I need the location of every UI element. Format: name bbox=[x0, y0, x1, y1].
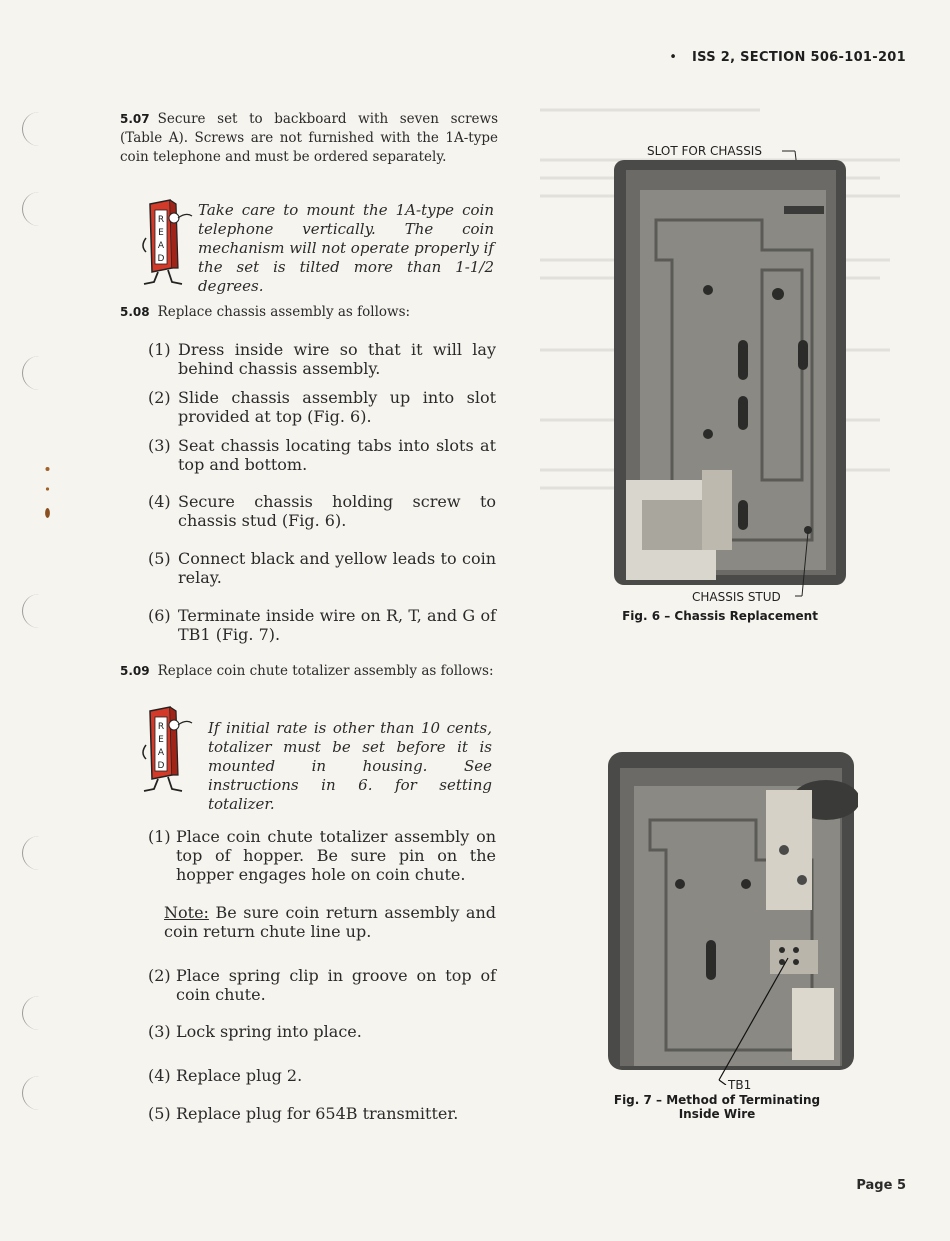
step-text: Dress inside wire so that it will lay behind chassis assembly. bbox=[178, 340, 496, 378]
section-number: ISS 2, SECTION 506-101-201 bbox=[692, 50, 906, 65]
step-number: (4) bbox=[148, 492, 171, 511]
read-letter: R bbox=[157, 722, 165, 732]
step-number: (4) bbox=[148, 1066, 171, 1085]
read-letter: D bbox=[157, 254, 165, 264]
step-number: (1) bbox=[148, 827, 171, 846]
read-letter: E bbox=[158, 228, 164, 238]
step-number: (2) bbox=[148, 966, 171, 985]
step-number: (3) bbox=[148, 436, 171, 455]
read-note-text: Take care to mount the 1A-type coin telephone vertically. The coin mechanism will not operate properly if the set is tilted more than 1-1/2 degrees. bbox=[198, 201, 494, 295]
page-header bbox=[669, 50, 906, 65]
read-book-icon bbox=[136, 705, 196, 795]
fig6-chassis-photo bbox=[612, 150, 852, 600]
step-text: Place spring clip in groove on top of coin chute. bbox=[176, 966, 496, 1004]
punch-hole bbox=[22, 356, 45, 390]
read-letter: A bbox=[157, 748, 165, 758]
punch-hole bbox=[22, 836, 45, 870]
read-letter: E bbox=[158, 735, 164, 745]
punch-hole bbox=[22, 996, 45, 1030]
fig6-label-stud: CHASSIS STUD bbox=[692, 590, 781, 604]
read-letter: R bbox=[157, 215, 165, 225]
read-letter: A bbox=[157, 241, 165, 251]
step-text: Connect black and yellow leads to coin relay. bbox=[178, 549, 496, 587]
step-text: Terminate inside wire on R, T, and G of TB1 (Fig. 7). bbox=[178, 606, 496, 644]
read-letter: D bbox=[157, 761, 165, 771]
step-text: Seat chassis locating tabs into slots at top and bottom. bbox=[178, 436, 496, 474]
paragraph-number: 5.09 bbox=[120, 664, 150, 678]
fig7-caption-line1: Fig. 7 – Method of Terminating bbox=[613, 1093, 821, 1107]
paragraph-text: Replace coin chute totalizer assembly as follows: bbox=[157, 663, 494, 679]
page-number: Page 5 bbox=[856, 1178, 906, 1193]
paragraph-text: Secure set to backboard with seven screws (Table A). Screws are not furnished with the 1A-type coin telephone and must be ordered separately. bbox=[120, 111, 498, 165]
note-text: Be sure coin return assembly and coin return chute line up. bbox=[164, 903, 496, 941]
fig6-caption: Fig. 6 – Chassis Replacement bbox=[622, 609, 818, 623]
punch-hole bbox=[22, 594, 45, 628]
fig7-caption-line2: Inside Wire bbox=[678, 1107, 756, 1121]
step-number: (5) bbox=[148, 549, 171, 568]
fig6-label-slot: SLOT FOR CHASSIS bbox=[647, 144, 762, 158]
note-label: Note: bbox=[164, 903, 209, 922]
punch-hole bbox=[22, 1076, 45, 1110]
read-note-text: If initial rate is other than 10 cents, totalizer must be set before it is mounted in housing. See instructions in 6. for setting totalizer. bbox=[208, 719, 492, 813]
rust-stain bbox=[45, 465, 50, 527]
step-text: Lock spring into place. bbox=[176, 1022, 362, 1041]
step-text: Slide chassis assembly up into slot provided at top (Fig. 6). bbox=[178, 388, 496, 426]
punch-hole bbox=[22, 192, 45, 226]
note bbox=[164, 903, 496, 941]
header-mark: • bbox=[669, 50, 678, 65]
step-number: (1) bbox=[148, 340, 171, 359]
step-text: Replace plug for 654B transmitter. bbox=[176, 1104, 459, 1123]
step-number: (6) bbox=[148, 606, 171, 625]
step-text: Replace plug 2. bbox=[176, 1066, 303, 1085]
punch-hole bbox=[22, 112, 45, 146]
paragraph-number: 5.07 bbox=[120, 112, 150, 126]
paragraph-number: 5.08 bbox=[120, 305, 150, 319]
paragraph-text: Replace chassis assembly as follows: bbox=[157, 304, 411, 320]
step-number: (2) bbox=[148, 388, 171, 407]
step-text: Secure chassis holding screw to chassis stud (Fig. 6). bbox=[178, 492, 496, 530]
step-number: (3) bbox=[148, 1022, 171, 1041]
read-book-icon bbox=[136, 198, 196, 288]
fig7-label-tb1: TB1 bbox=[728, 1078, 752, 1092]
fig7-caption bbox=[596, 1093, 838, 1121]
fig7-terminating-photo bbox=[606, 750, 858, 1085]
step-number: (5) bbox=[148, 1104, 171, 1123]
step-text: Place coin chute totalizer assembly on top of hopper. Be sure pin on the hopper engages hole on coin chute. bbox=[176, 827, 496, 884]
